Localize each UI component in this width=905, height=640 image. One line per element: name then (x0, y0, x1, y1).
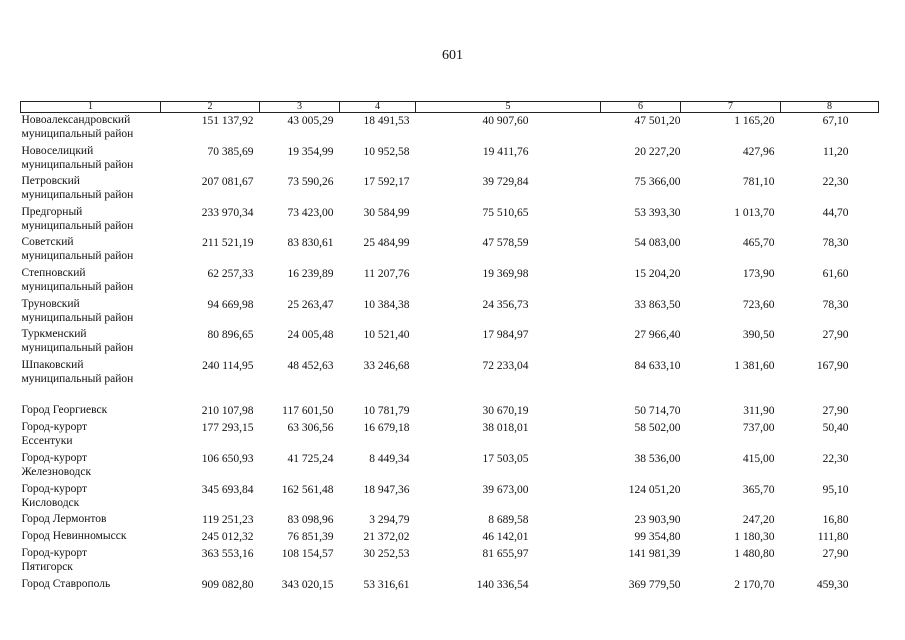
table-row (21, 403, 879, 420)
territory-name-line: Пятигорск (21, 561, 73, 574)
territory-name-line: муниципальный район (21, 372, 134, 385)
territory-name (21, 529, 161, 546)
value-cell-col3: 41 725,24 (287, 452, 334, 465)
table-row (21, 358, 879, 389)
spacer-row (21, 388, 879, 403)
value-cell-col4: 30 252,53 (363, 548, 410, 561)
value-cell-col5: 40 907,60 (482, 115, 529, 127)
value-cell-col8: 95,10 (822, 483, 849, 496)
value-cell-col8: 22,30 (822, 452, 849, 465)
value-cell-col4: 16 679,18 (363, 422, 410, 435)
value-cell-col3: 24 005,48 (287, 329, 334, 342)
value-cell-col7: 723,60 (742, 298, 775, 311)
value-cell-col2: 211 521,19 (202, 237, 254, 250)
value-cell-col4: 10 384,38 (363, 298, 410, 311)
value-cell-col2: 106 650,93 (201, 452, 254, 465)
value-cell-col2: 909 082,80 (201, 578, 254, 591)
territory-name (21, 403, 161, 420)
value-cell-col5: 39 673,00 (482, 483, 529, 496)
value-cell-col8: 27,90 (822, 548, 849, 561)
column-header: 1 (21, 102, 161, 113)
territory-name-line: Предгорный (21, 205, 83, 218)
territory-name-line: муниципальный район (21, 342, 134, 355)
value-cell-col8: 78,30 (822, 298, 849, 311)
value-cell-col2: 233 970,34 (201, 206, 254, 219)
value-cell-col7: 247,20 (742, 514, 775, 527)
territory-name-line: Город Ставрополь (21, 577, 111, 590)
territory-name (21, 482, 161, 513)
value-cell-col7: 2 170,70 (734, 578, 775, 591)
table-row (21, 529, 879, 546)
value-cell-col4: 3 294,79 (369, 514, 410, 527)
value-cell-col3: 25 263,47 (287, 298, 334, 311)
value-cell-col5: 81 655,97 (482, 548, 529, 561)
value-cell-col3: 76 851,39 (287, 531, 334, 544)
territory-name-line: Труновский (21, 297, 80, 310)
value-cell-col2: 177 293,15 (201, 422, 254, 435)
territory-name (21, 266, 161, 297)
value-cell-col4: 10 781,79 (363, 405, 410, 418)
table-body (21, 113, 879, 594)
value-cell-col7: 311,90 (743, 405, 775, 418)
table-row (21, 174, 879, 205)
value-cell-col5: 8 689,58 (488, 514, 529, 527)
value-cell-col4: 18 491,53 (363, 115, 410, 127)
territory-name-line: Туркменский (21, 328, 87, 341)
value-cell-col7: 1 013,70 (734, 206, 775, 219)
value-cell-col4: 33 246,68 (363, 359, 410, 372)
value-cell-col7: 1 381,60 (734, 359, 775, 372)
territory-name (21, 144, 161, 175)
territory-name-line: муниципальный район (21, 280, 134, 293)
value-cell-col6: 84 633,10 (634, 359, 681, 372)
value-cell-col2: 210 107,98 (201, 405, 254, 418)
territory-name (21, 512, 161, 529)
territory-name (21, 420, 161, 451)
territory-name (21, 577, 161, 594)
territory-name (21, 546, 161, 577)
territory-name-line: Советский (21, 236, 74, 249)
value-cell-col2: 240 114,95 (202, 359, 254, 372)
value-cell-col5: 75 510,65 (482, 206, 529, 219)
value-cell-col5: 17 503,05 (482, 452, 529, 465)
value-cell-col2: 94 669,98 (207, 298, 254, 311)
value-cell-col6: 124 051,20 (628, 483, 681, 496)
column-header: 6 (601, 102, 681, 113)
territory-name (21, 174, 161, 205)
territory-name (21, 327, 161, 358)
value-cell-col8: 78,30 (822, 237, 849, 250)
value-cell-col7: 737,00 (742, 422, 775, 435)
table-row (21, 297, 879, 328)
value-cell-col6: 20 227,20 (634, 145, 681, 158)
value-cell-col8: 16,80 (822, 514, 849, 527)
value-cell-col7: 173,90 (742, 267, 775, 280)
value-cell-col6: 38 536,00 (634, 452, 681, 465)
table-row (21, 113, 879, 144)
value-cell-col4: 8 449,34 (369, 452, 410, 465)
table-row (21, 235, 879, 266)
value-cell-col6: 369 779,50 (628, 578, 681, 591)
table-row (21, 512, 879, 529)
value-cell-col2: 62 257,33 (207, 267, 254, 280)
value-cell-col2: 70 385,69 (207, 145, 254, 158)
value-cell-col8: 459,30 (816, 578, 849, 591)
column-header: 2 (161, 102, 260, 113)
value-cell-col5: 17 984,97 (482, 329, 529, 342)
territory-name-line: Город Георгиевск (21, 404, 108, 417)
value-cell-col4: 11 207,76 (363, 267, 410, 280)
table-row (21, 546, 879, 577)
table-row (21, 451, 879, 482)
table-row (21, 144, 879, 175)
value-cell-col7: 427,96 (742, 145, 775, 158)
budget-table (20, 101, 879, 594)
value-cell-col4: 25 484,99 (363, 237, 410, 250)
value-cell-col7: 1 180,30 (734, 531, 775, 544)
table-row (21, 327, 879, 358)
value-cell-col6: 53 393,30 (634, 206, 681, 219)
value-cell-col2: 363 553,16 (201, 548, 254, 561)
value-cell-col4: 17 592,17 (363, 176, 410, 189)
value-cell-col7: 1 165,20 (734, 115, 775, 127)
value-cell-col6: 99 354,80 (634, 531, 681, 544)
value-cell-col7: 781,10 (742, 176, 775, 189)
table-row (21, 482, 879, 513)
value-cell-col5: 38 018,01 (482, 422, 529, 435)
column-header: 3 (260, 102, 340, 113)
value-cell-col6: 141 981,39 (628, 548, 681, 561)
value-cell-col2: 119 251,23 (202, 514, 254, 527)
value-cell-col2: 245 012,32 (201, 531, 254, 544)
value-cell-col5: 19 411,76 (482, 145, 529, 158)
value-cell-col3: 83 830,61 (287, 237, 334, 250)
value-cell-col4: 10 521,40 (363, 329, 410, 342)
value-cell-col6: 75 366,00 (634, 176, 681, 189)
table-row (21, 205, 879, 236)
value-cell-col4: 18 947,36 (363, 483, 410, 496)
territory-name (21, 297, 161, 328)
value-cell-col5: 72 233,04 (482, 359, 529, 372)
value-cell-col3: 162 561,48 (281, 483, 334, 496)
territory-name-line: муниципальный район (21, 250, 134, 263)
value-cell-col2: 207 081,67 (201, 176, 254, 189)
territory-name (21, 113, 161, 144)
territory-name-line: Город-курорт (21, 451, 88, 464)
value-cell-col5: 39 729,84 (482, 176, 529, 189)
value-cell-col8: 67,10 (822, 115, 849, 127)
value-cell-col8: 50,40 (822, 422, 849, 435)
value-cell-col3: 73 423,00 (287, 206, 334, 219)
territory-name-line: Новоалександровский (21, 114, 131, 126)
territory-name-line: Город-курорт (21, 547, 88, 560)
territory-name-line: муниципальный район (21, 311, 134, 324)
value-cell-col8: 27,90 (822, 405, 849, 418)
value-cell-col6: 58 502,00 (634, 422, 681, 435)
value-cell-col6: 54 083,00 (634, 237, 681, 250)
value-cell-col3: 19 354,99 (287, 145, 334, 158)
territory-name-line: Город Лермонтов (21, 513, 107, 526)
header-row (21, 102, 879, 113)
value-cell-col3: 48 452,63 (287, 359, 334, 372)
value-cell-col3: 63 306,56 (287, 422, 334, 435)
value-cell-col3: 83 098,96 (287, 514, 334, 527)
territory-name-line: Город-курорт (21, 482, 88, 495)
value-cell-col6: 15 204,20 (634, 267, 681, 280)
value-cell-col7: 465,70 (742, 237, 775, 250)
value-cell-col5: 46 142,01 (482, 531, 529, 544)
territory-name-line: Город-курорт (21, 421, 88, 434)
territory-name-line: муниципальный район (21, 189, 134, 202)
value-cell-col4: 21 372,02 (363, 531, 410, 544)
value-cell-col2: 345 693,84 (201, 483, 254, 496)
value-cell-col4: 30 584,99 (363, 206, 410, 219)
value-cell-col3: 117 601,50 (282, 405, 334, 418)
value-cell-col6: 23 903,90 (634, 514, 681, 527)
table-row (21, 266, 879, 297)
value-cell-col3: 343 020,15 (281, 578, 334, 591)
territory-name-line: муниципальный район (21, 219, 134, 232)
value-cell-col8: 22,30 (822, 176, 849, 189)
value-cell-col3: 108 154,57 (281, 548, 334, 561)
territory-name (21, 358, 161, 389)
value-cell-col5: 24 356,73 (482, 298, 529, 311)
value-cell-col6: 47 501,20 (634, 115, 681, 127)
territory-name-line: Шпаковский (21, 358, 84, 371)
value-cell-col7: 1 480,80 (734, 548, 775, 561)
value-cell-col5: 19 369,98 (482, 267, 529, 280)
value-cell-col3: 73 590,26 (287, 176, 334, 189)
value-cell-col8: 11,20 (823, 145, 849, 158)
value-cell-col5: 140 336,54 (476, 578, 529, 591)
value-cell-col3: 16 239,89 (287, 267, 334, 280)
value-cell-col8: 44,70 (822, 206, 849, 219)
territory-name-line: Петровский (21, 175, 80, 188)
column-header: 8 (781, 102, 879, 113)
table-row (21, 420, 879, 451)
value-cell-col8: 111,80 (817, 531, 849, 544)
value-cell-col7: 390,50 (742, 329, 775, 342)
territory-name (21, 205, 161, 236)
value-cell-col8: 61,60 (822, 267, 849, 280)
value-cell-col4: 53 316,61 (363, 578, 410, 591)
column-header: 7 (681, 102, 781, 113)
territory-name-line: Степновский (21, 266, 86, 279)
value-cell-col7: 365,70 (742, 483, 775, 496)
table-row (21, 577, 879, 594)
spacer-cell (21, 388, 879, 403)
value-cell-col2: 80 896,65 (207, 329, 254, 342)
value-cell-col8: 27,90 (822, 329, 849, 342)
territory-name (21, 235, 161, 266)
value-cell-col5: 30 670,19 (482, 405, 529, 418)
value-cell-col7: 415,00 (742, 452, 775, 465)
value-cell-col2: 151 137,92 (201, 115, 254, 127)
column-header: 4 (340, 102, 416, 113)
value-cell-col5: 47 578,59 (482, 237, 529, 250)
territory-name-line: Кисловодск (21, 496, 80, 509)
territory-name-line: муниципальный район (21, 128, 134, 140)
territory-name-line: Железноводск (21, 465, 92, 478)
value-cell-col6: 33 863,50 (634, 298, 681, 311)
column-header: 5 (416, 102, 601, 113)
value-cell-col6: 27 966,40 (634, 329, 681, 342)
territory-name-line: Ессентуки (21, 435, 73, 448)
value-cell-col8: 167,90 (816, 359, 849, 372)
value-cell-col6: 50 714,70 (634, 405, 681, 418)
territory-name-line: Город Невинномысск (21, 530, 127, 543)
territory-name-line: Новоселицкий (21, 144, 94, 157)
value-cell-col4: 10 952,58 (363, 145, 410, 158)
territory-name (21, 451, 161, 482)
page-number: 601 (442, 48, 463, 63)
value-cell-col3: 43 005,29 (287, 115, 334, 127)
territory-name-line: муниципальный район (21, 158, 134, 171)
